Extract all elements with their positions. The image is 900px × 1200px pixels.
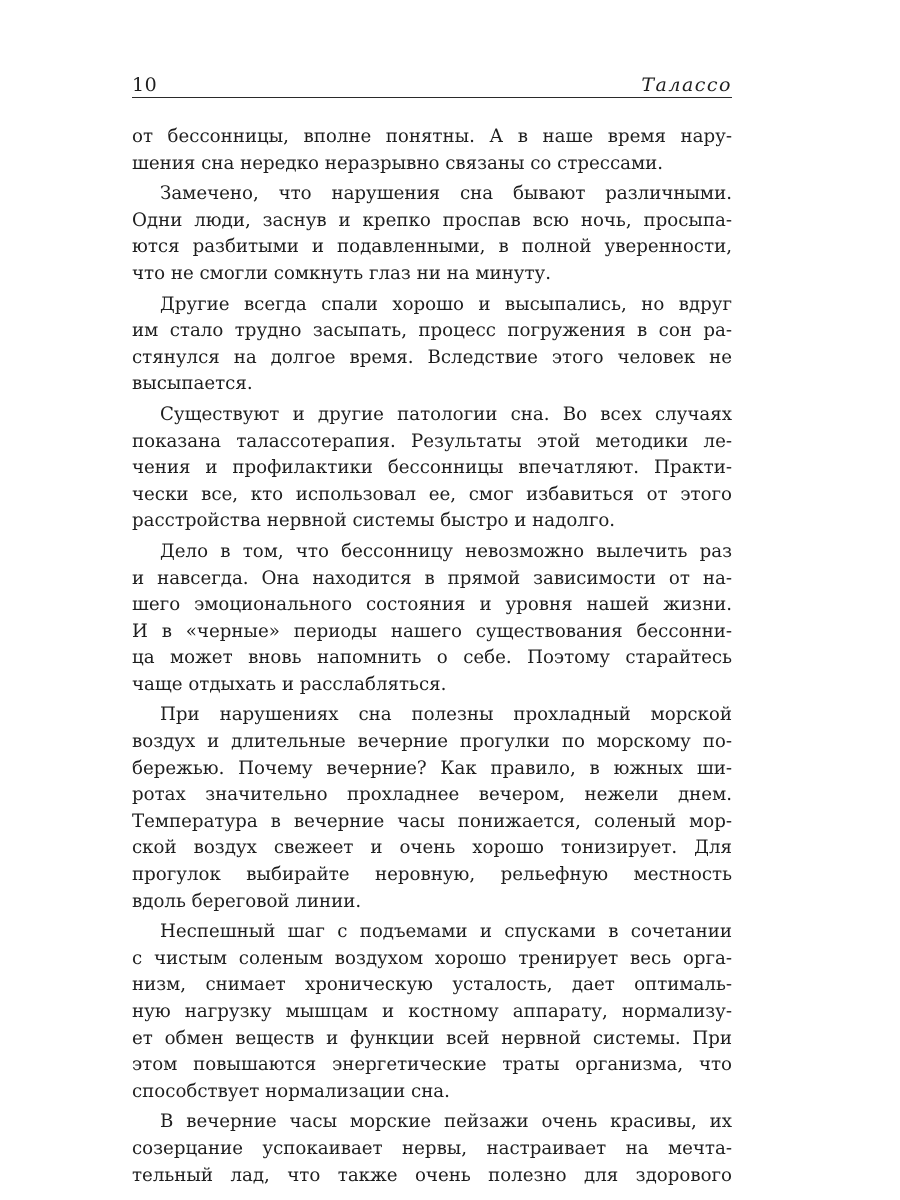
paragraph (132, 181, 732, 287)
text-line: ца может вновь напомнить о себе. Поэтому старайтесь (132, 647, 732, 669)
text-line: При нарушениях сна полезны прохладный морской (160, 704, 732, 726)
text-line: бережью. Почему вечерние? Как правило, в южных ши- (132, 757, 732, 779)
paragraph (132, 402, 732, 535)
text-line: способствует нормализации сна. (132, 1080, 450, 1102)
text-line: чаще отдыхать и расслабляться. (132, 673, 447, 695)
paragraph (132, 539, 732, 699)
text-line: шего эмоционального состояния и уровня нашей жизни. (132, 594, 732, 616)
text-line: прогулок выбирайте неровную, рельефную местность (132, 864, 732, 886)
text-line: высыпается. (132, 373, 253, 395)
text-line: чения и профилактики бессонницы впечатляют. Практи- (132, 457, 732, 479)
text-line: от бессонницы, вполне понятны. А в наше время нару- (132, 126, 732, 147)
text-line: им стало трудно засыпать, процесс погружения в сон ра- (132, 320, 732, 342)
text-line: ет обмен веществ и функции всей нервной системы. При (132, 1027, 732, 1049)
text-line: Дело в том, что бессонницу невозможно вылечить раз (160, 540, 732, 562)
text-line: с чистым соленым воздухом хорошо тренирует весь орга- (132, 947, 732, 969)
running-title: Талассо (641, 74, 732, 96)
text-line: чески все, кто использовал ее, смог избавиться от этого (132, 483, 732, 505)
text-line: Существуют и другие патологии сна. Во всех случаях (160, 403, 732, 425)
page-number: 10 (132, 74, 158, 96)
text-line: И в «черные» периоды нашего существования бессонни- (132, 620, 732, 642)
text-line: Температура в вечерние часы понижается, соленый мор- (132, 810, 732, 832)
text-line: показана талассотерапия. Результаты этой методики ле- (132, 430, 732, 452)
paragraph (132, 702, 732, 915)
text-line: В вечерние часы морские пейзажи очень красивы, их (160, 1111, 732, 1133)
text-line: Замечено, что нарушения сна бывают различными. (160, 183, 732, 205)
body-text (132, 124, 732, 1189)
text-line: Неспешный шаг с подъемами и спусками в сочетании (160, 921, 732, 943)
text-line: созерцание успокаивает нервы, настраивает на мечта- (132, 1137, 732, 1159)
text-line: что не смогли сомкнуть глаз ни на минуту. (132, 262, 552, 284)
book-page (132, 70, 732, 1189)
text-line: этом повышаются энергетические траты организма, что (132, 1054, 732, 1076)
text-line: расстройства нервной системы быстро и надолго. (132, 510, 616, 532)
text-line: стянулся на долгое время. Вследствие этого человек не (132, 346, 732, 368)
text-line: воздух и длительные вечерние прогулки по морскому по- (132, 731, 732, 753)
text-line: ются разбитыми и подавленными, в полной уверенности, (132, 236, 732, 258)
text-line: ской воздух свежеет и очень хорошо тонизирует. Для (132, 837, 732, 859)
text-line: низм, снимает хроническую усталость, дает оптималь- (132, 974, 732, 996)
paragraph (132, 292, 732, 398)
running-head (132, 70, 732, 98)
text-line: шения сна нередко неразрывно связаны со стрессами. (132, 152, 664, 174)
text-line: Другие всегда спали хорошо и высыпались, но вдруг (160, 293, 732, 315)
paragraph (132, 919, 732, 1105)
text-line: ротах значительно прохладнее вечером, нежели днем. (132, 784, 732, 806)
text-line: тельный лад, что также очень полезно для здорового (132, 1164, 732, 1186)
text-line: Одни люди, заснув и крепко проспав всю ночь, просыпа- (132, 209, 732, 231)
paragraph (132, 124, 732, 177)
text-line: и навсегда. Она находится в прямой зависимости от на- (132, 567, 732, 589)
text-line: ную нагрузку мышцам и костному аппарату, нормализу- (132, 1001, 732, 1022)
text-line: вдоль береговой линии. (132, 890, 362, 912)
paragraph (132, 1109, 732, 1189)
